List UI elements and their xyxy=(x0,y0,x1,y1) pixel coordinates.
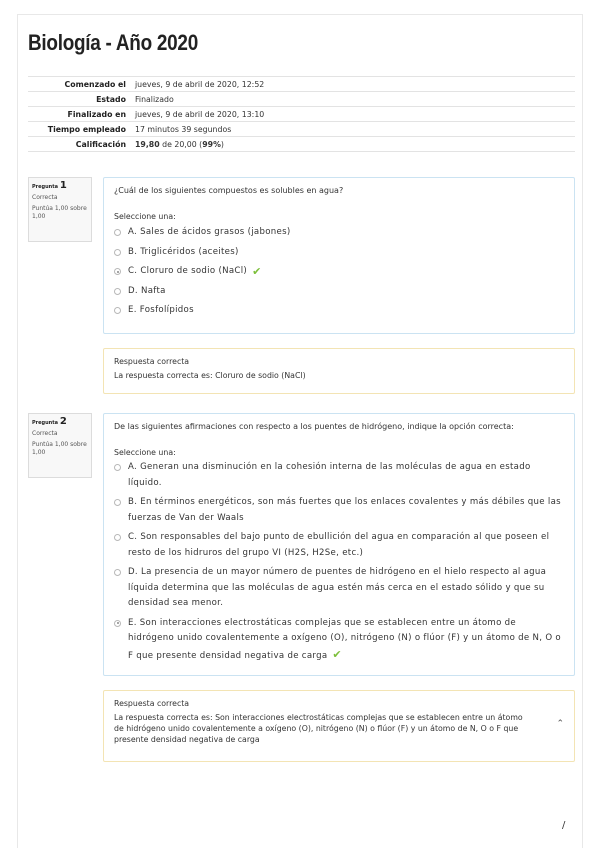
option-label: B. En términos energéticos, son más fuertes que los enlaces covalentes y más débiles que las fuerzas de Van der Waals xyxy=(128,497,561,523)
check-icon: ✔ xyxy=(252,265,262,278)
answer-option-selected[interactable] xyxy=(114,616,562,665)
feedback-text: La respuesta correcta es: Son interacciones electrostáticas complejas que se establecen entre un átomo de hidrógeno unido covalentemente a oxígeno (O), nitrógeno (N) o flúor (F) y un átomo de N, O o F que presente densidad negativa de carga xyxy=(114,713,523,744)
answer-option[interactable] xyxy=(114,225,562,245)
question-feedback xyxy=(103,690,575,762)
option-label: E. Son interacciones electrostáticas complejas que se establecen entre un átomo de hidrógeno unido covalentemente a oxígeno (O), nitrógeno (N) o flúor (F) y un átomo de N, O o F que presente densidad negativa de carga xyxy=(128,617,561,661)
answer-prompt: Seleccione una: xyxy=(114,212,176,221)
grade-value xyxy=(132,137,575,152)
summary-label: Tiempo empleado xyxy=(47,124,126,134)
question-label: Pregunta xyxy=(32,420,58,426)
answer-option[interactable] xyxy=(114,565,562,612)
summary-label: Finalizado en xyxy=(67,109,126,119)
summary-row xyxy=(28,107,575,122)
summary-label: Calificación xyxy=(75,139,126,149)
question-info xyxy=(28,413,92,478)
page-title: Biología - Año 2020 xyxy=(28,30,198,55)
question-formulation xyxy=(103,413,575,676)
option-label: D. Nafta xyxy=(128,285,166,296)
summary-value: jueves, 9 de abril de 2020, 12:52 xyxy=(135,79,265,89)
summary-label: Comenzado el xyxy=(64,79,126,89)
radio-button-checked[interactable] xyxy=(114,620,121,627)
option-label: A. Sales de ácidos grasos (jabones) xyxy=(128,227,291,237)
answer-option[interactable] xyxy=(114,245,562,265)
chevron-up-icon[interactable]: ⌃ xyxy=(556,719,564,729)
option-label: B. Triglicéridos (aceites) xyxy=(128,246,239,257)
option-label: D. La presencia de un mayor número de puentes de hidrógeno en el hielo respecto al agua líquida determina que las moléculas de agua estén más cerca en el estado sólido y que su densidad sea menor. xyxy=(128,567,547,608)
option-label: A. Generan una disminución en la cohesión interna de las moléculas de agua en estado líquido. xyxy=(128,462,531,488)
question-number: 2 xyxy=(59,416,67,427)
grade-score: 19,80 xyxy=(135,139,160,149)
question-number: 1 xyxy=(59,180,67,191)
summary-row xyxy=(28,122,575,137)
answer-option[interactable] xyxy=(114,495,562,526)
feedback-title: Respuesta correcta xyxy=(114,699,190,708)
option-label: C. Son responsables del bajo punto de ebullición del agua en comparación al que poseen el resto de los hidruros del grupo VI (H2S, H2Se, etc.) xyxy=(128,532,550,558)
radio-button[interactable] xyxy=(114,464,121,471)
summary-row xyxy=(28,92,575,107)
answer-options xyxy=(114,460,562,664)
feedback-title: Respuesta correcta xyxy=(114,357,190,366)
question-feedback xyxy=(103,348,575,394)
radio-button[interactable] xyxy=(114,534,121,541)
grade-percent: 99% xyxy=(202,139,221,149)
question-score: Puntúa 1,00 sobre 1,00 xyxy=(32,205,87,220)
option-label: C. Cloruro de sodio (NaCl) xyxy=(128,266,248,276)
grade-max: de 20,00 ( xyxy=(159,139,203,149)
question-label: Pregunta xyxy=(32,184,58,190)
question-text: ¿Cuál de los siguientes compuestos es solubles en agua? xyxy=(114,186,344,195)
radio-button[interactable] xyxy=(114,288,121,295)
check-icon: ✔ xyxy=(332,647,342,661)
question-text: De las siguientes afirmaciones con respecto a los puentes de hidrógeno, indique la opción correcta: xyxy=(114,422,514,431)
question-info xyxy=(28,177,92,242)
summary-value: jueves, 9 de abril de 2020, 13:10 xyxy=(135,109,265,119)
question-score: Puntúa 1,00 sobre 1,00 xyxy=(32,441,87,456)
option-label: E. Fosfolípidos xyxy=(128,305,194,315)
radio-button-checked[interactable] xyxy=(114,268,121,275)
radio-button[interactable] xyxy=(114,229,121,236)
summary-value: 17 minutos 39 segundos xyxy=(135,124,232,134)
corner-mark: / xyxy=(562,820,566,831)
summary-value: Finalizado xyxy=(135,94,174,104)
answer-option-selected[interactable] xyxy=(114,264,562,284)
answer-option[interactable] xyxy=(114,530,562,561)
answer-option[interactable] xyxy=(114,460,562,491)
radio-button[interactable] xyxy=(114,249,121,256)
attempt-summary xyxy=(28,76,575,152)
grade-close: ) xyxy=(220,139,224,149)
answer-options xyxy=(114,225,562,323)
feedback-text: La respuesta correcta es: Cloruro de sodio (NaCl) xyxy=(114,371,306,380)
summary-label: Estado xyxy=(96,94,126,104)
question-state: Correcta xyxy=(32,430,58,437)
question-formulation xyxy=(103,177,575,334)
answer-option[interactable] xyxy=(114,303,562,323)
summary-row xyxy=(28,77,575,92)
answer-prompt: Seleccione una: xyxy=(114,448,176,457)
question-state: Correcta xyxy=(32,194,58,201)
summary-row xyxy=(28,137,575,152)
radio-button[interactable] xyxy=(114,307,121,314)
radio-button[interactable] xyxy=(114,499,121,506)
answer-option[interactable] xyxy=(114,284,562,304)
radio-button[interactable] xyxy=(114,569,121,576)
